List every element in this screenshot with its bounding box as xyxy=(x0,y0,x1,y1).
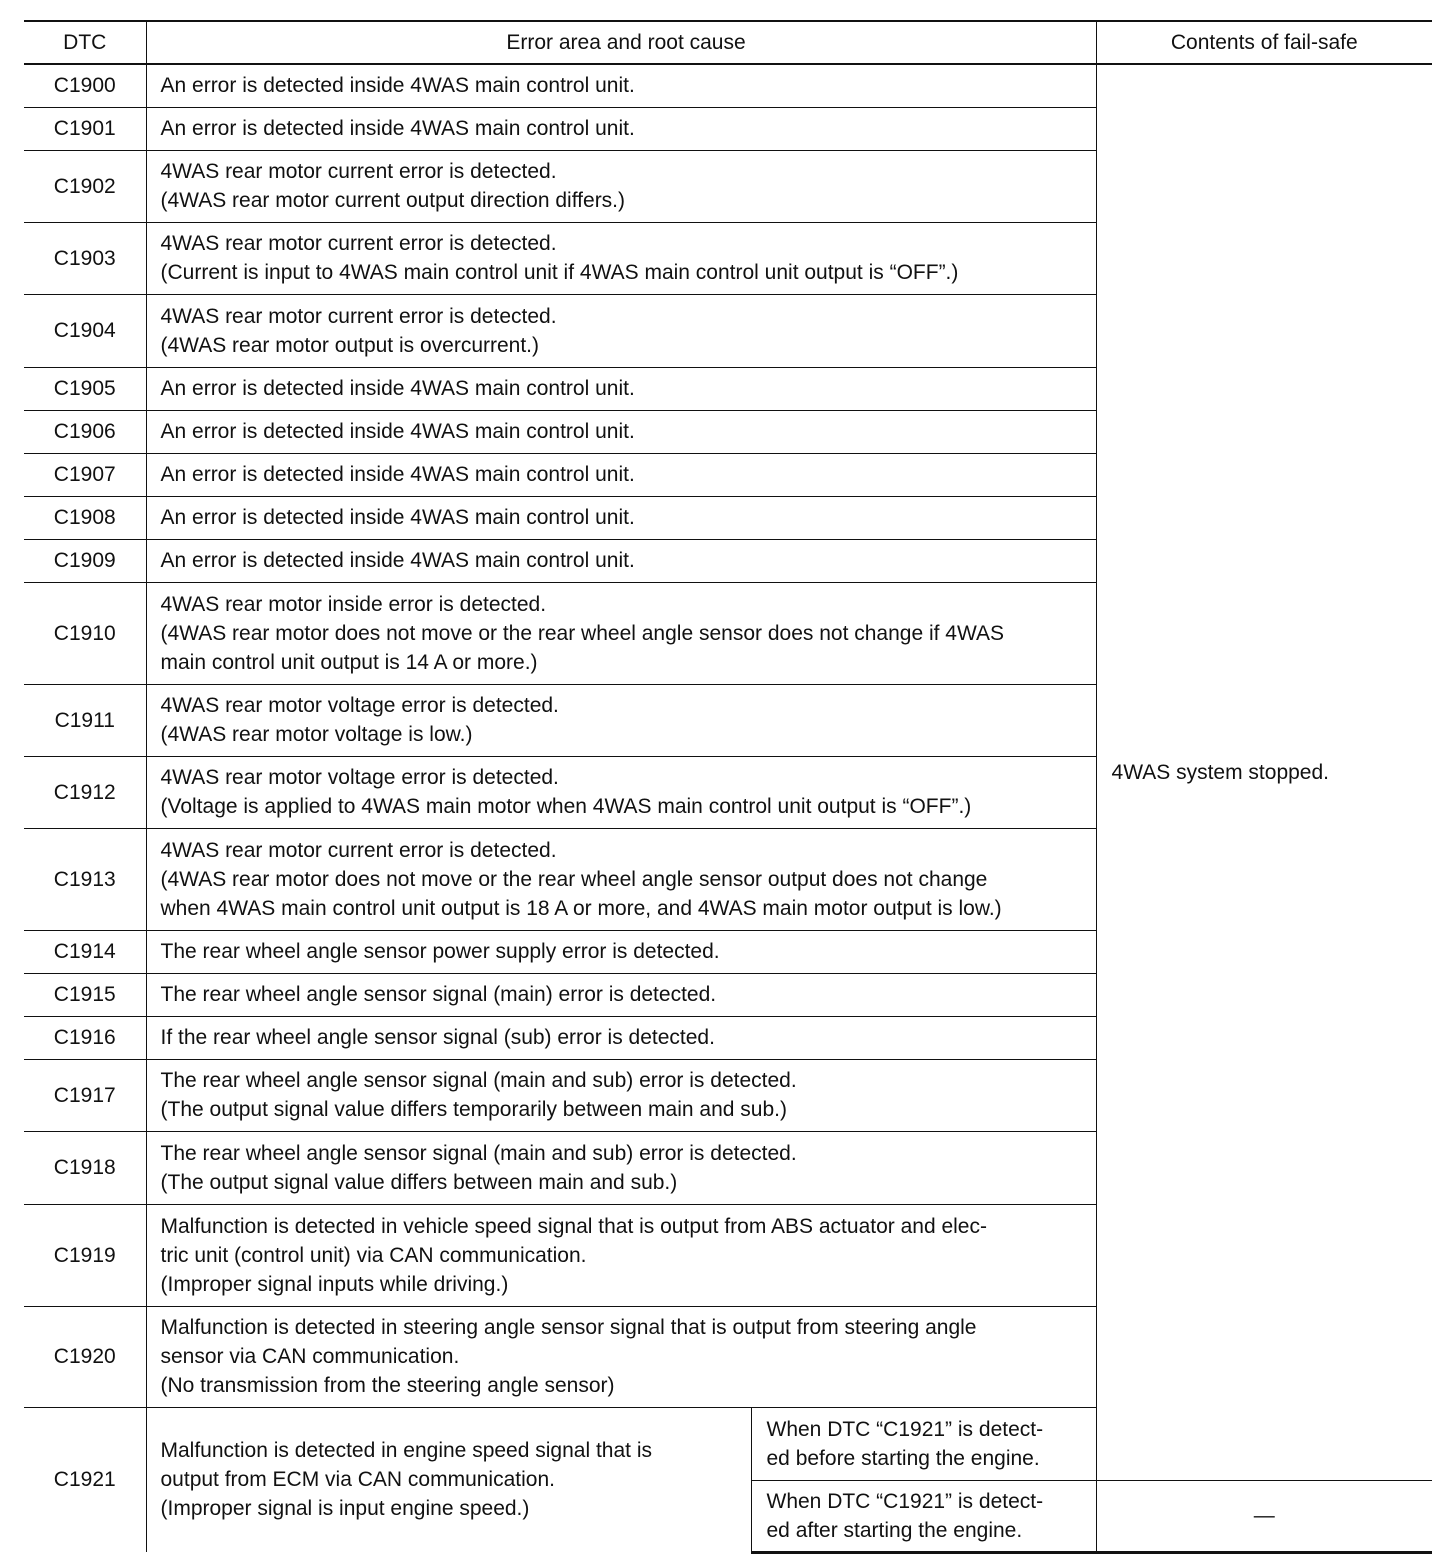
error-description xyxy=(146,1204,1096,1306)
table-row xyxy=(24,64,1432,107)
error-line: (Voltage is applied to 4WAS main motor when 4WAS main control unit output is “OFF”.) xyxy=(160,795,972,818)
error-description xyxy=(146,496,1096,539)
error-line: (4WAS rear motor output is overcurrent.) xyxy=(160,333,540,357)
dtc-code: C1911 xyxy=(24,684,146,756)
dtc-code: C1913 xyxy=(24,828,146,930)
condition-line: When DTC “C1921” is detect- xyxy=(766,1489,1044,1513)
error-description xyxy=(146,222,1096,294)
error-line: (4WAS rear motor does not move or the rear wheel angle sensor output does not change xyxy=(160,867,988,891)
error-line: (4WAS rear motor current output direction differs.) xyxy=(160,189,626,212)
error-description xyxy=(146,453,1096,496)
error-line: An error is detected inside 4WAS main control unit. xyxy=(160,506,635,529)
dtc-table xyxy=(24,20,1432,1554)
error-line: (4WAS rear motor does not move or the rear wheel angle sensor does not change if 4WAS xyxy=(160,621,1005,645)
dtc-code: C1905 xyxy=(24,367,146,410)
error-line: (Improper signal inputs while driving.) xyxy=(160,1272,509,1296)
dtc-code: C1904 xyxy=(24,294,146,367)
condition-line: When DTC “C1921” is detect- xyxy=(766,1417,1044,1441)
error-line: Malfunction is detected in steering angle sensor signal that is output from steering angle xyxy=(160,1316,977,1339)
condition-line: ed after starting the engine. xyxy=(766,1518,1023,1542)
error-description xyxy=(146,150,1096,222)
error-description xyxy=(146,367,1096,410)
header-failsafe: Contents of fail-safe xyxy=(1096,21,1432,64)
dtc-code: C1916 xyxy=(24,1016,146,1059)
table-body xyxy=(24,64,1432,1552)
error-line: main control unit output is 14 A or more.) xyxy=(160,650,538,674)
error-line: (Improper signal is input engine speed.) xyxy=(160,1497,530,1521)
dtc-code: C1915 xyxy=(24,973,146,1016)
dtc-code: C1918 xyxy=(24,1131,146,1204)
condition-after-start xyxy=(751,1480,1096,1552)
dtc-code: C1909 xyxy=(24,539,146,582)
error-line: 4WAS rear motor voltage error is detected. xyxy=(160,694,559,717)
error-line: (Current is input to 4WAS main control unit if 4WAS main control unit output is “OFF”.) xyxy=(160,261,959,284)
error-line: when 4WAS main control unit output is 18 A or more, and 4WAS main motor output is low.) xyxy=(160,896,1002,920)
error-line: (The output signal value differs between main and sub.) xyxy=(160,1170,678,1194)
header-error: Error area and root cause xyxy=(146,21,1096,64)
error-line: An error is detected inside 4WAS main control unit. xyxy=(160,377,635,400)
failsafe-none: — xyxy=(1096,1480,1432,1552)
dtc-code: C1906 xyxy=(24,410,146,453)
error-description xyxy=(146,1407,751,1552)
error-line: 4WAS rear motor current error is detected. xyxy=(160,304,557,328)
dtc-code: C1902 xyxy=(24,150,146,222)
error-description xyxy=(146,582,1096,684)
error-description xyxy=(146,64,1096,107)
dtc-code: C1908 xyxy=(24,496,146,539)
condition-before-start xyxy=(751,1407,1096,1480)
condition-line: ed before starting the engine. xyxy=(766,1446,1040,1470)
dtc-code: C1919 xyxy=(24,1204,146,1306)
error-line: (4WAS rear motor voltage is low.) xyxy=(160,723,473,746)
failsafe-content: 4WAS system stopped. xyxy=(1111,760,1329,784)
error-description xyxy=(146,756,1096,828)
error-line: 4WAS rear motor current error is detected. xyxy=(160,232,557,255)
error-line: The rear wheel angle sensor signal (main) error is detected. xyxy=(160,983,717,1006)
error-line: The rear wheel angle sensor signal (main and sub) error is detected. xyxy=(160,1069,797,1092)
error-description xyxy=(146,930,1096,973)
dtc-code: C1917 xyxy=(24,1059,146,1131)
dtc-code: C1903 xyxy=(24,222,146,294)
header-row xyxy=(24,21,1432,64)
error-line: tric unit (control unit) via CAN communication. xyxy=(160,1243,587,1267)
error-line: 4WAS rear motor current error is detected. xyxy=(160,838,557,862)
error-description xyxy=(146,1059,1096,1131)
error-line: An error is detected inside 4WAS main control unit. xyxy=(160,74,635,98)
dtc-code: C1907 xyxy=(24,453,146,496)
error-line: Malfunction is detected in engine speed signal that is xyxy=(160,1439,652,1463)
error-description xyxy=(146,294,1096,367)
dtc-code: C1912 xyxy=(24,756,146,828)
error-line: The rear wheel angle sensor power supply error is detected. xyxy=(160,940,720,963)
dtc-code: C1920 xyxy=(24,1306,146,1407)
dtc-code: C1914 xyxy=(24,930,146,973)
header-dtc: DTC xyxy=(24,21,146,64)
error-line: sensor via CAN communication. xyxy=(160,1345,460,1368)
error-description xyxy=(146,684,1096,756)
error-line: 4WAS rear motor inside error is detected. xyxy=(160,592,547,616)
error-line: (The output signal value differs temporarily between main and sub.) xyxy=(160,1098,787,1121)
error-description xyxy=(146,1131,1096,1204)
error-line: An error is detected inside 4WAS main control unit. xyxy=(160,420,635,443)
error-description xyxy=(146,539,1096,582)
error-line: Malfunction is detected in vehicle speed signal that is output from ABS actuator and elec- xyxy=(160,1214,987,1238)
error-line: The rear wheel angle sensor signal (main and sub) error is detected. xyxy=(160,1141,797,1165)
dtc-code: C1900 xyxy=(24,64,146,107)
error-description xyxy=(146,1016,1096,1059)
error-description xyxy=(146,410,1096,453)
error-line: 4WAS rear motor current error is detected. xyxy=(160,160,557,183)
error-line: output from ECM via CAN communication. xyxy=(160,1468,555,1492)
error-description xyxy=(146,973,1096,1016)
error-line: An error is detected inside 4WAS main control unit. xyxy=(160,549,635,572)
error-description xyxy=(146,828,1096,930)
dtc-code: C1901 xyxy=(24,107,146,150)
error-description xyxy=(146,107,1096,150)
dtc-code: C1910 xyxy=(24,582,146,684)
error-description xyxy=(146,1306,1096,1407)
error-line: An error is detected inside 4WAS main control unit. xyxy=(160,463,635,486)
error-line: If the rear wheel angle sensor signal (sub) error is detected. xyxy=(160,1026,715,1049)
dtc-code: C1921 xyxy=(24,1407,146,1552)
error-line: (No transmission from the steering angle sensor) xyxy=(160,1374,615,1397)
error-line: An error is detected inside 4WAS main control unit. xyxy=(160,117,635,140)
error-line: 4WAS rear motor voltage error is detected. xyxy=(160,766,559,789)
